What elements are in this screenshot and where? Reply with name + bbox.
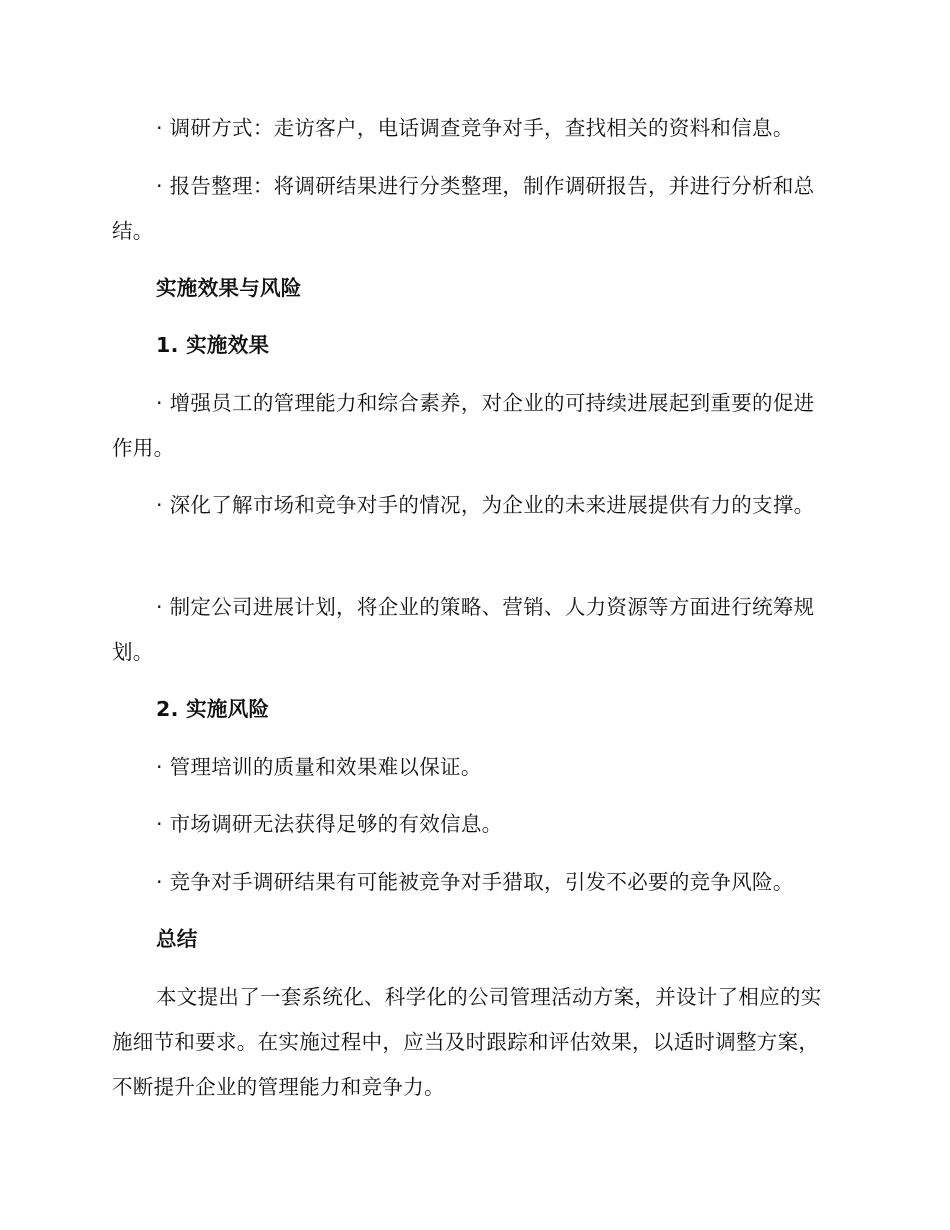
bullet-effect-1: · 增强员工的管理能力和综合素养，对企业的可持续进展起到重要的促进作用。 xyxy=(112,391,815,460)
subheading-effects: 1. 实施效果 xyxy=(156,333,270,357)
summary-paragraph: 本文提出了一套系统化、科学化的公司管理活动方案，并设计了相应的实施细节和要求。在实施过程中，应当及时跟踪和评估效果，以适时调整方案，不断提升企业的管理能力和竞争力。 xyxy=(112,985,822,1099)
bullet-effect-3: · 制定公司进展计划，将企业的策略、营销、人力资源等方面进行统筹规划。 xyxy=(112,595,815,664)
bullet-report-organize: · 报告整理：将调研结果进行分类整理，制作调研报告，并进行分析和总结。 xyxy=(112,174,815,243)
bullet-risk-1: · 管理培训的质量和效果难以保证。 xyxy=(156,755,482,779)
subheading-risks: 2. 实施风险 xyxy=(156,697,270,721)
section-heading-effects-risks: 实施效果与风险 xyxy=(156,276,302,300)
bullet-risk-3: · 竞争对手调研结果有可能被竞争对手猎取，引发不必要的竞争风险。 xyxy=(156,870,794,894)
section-heading-summary: 总结 xyxy=(156,927,198,951)
bullet-effect-2: · 深化了解市场和竞争对手的情况，为企业的未来进展提供有力的支撑。 xyxy=(156,493,815,517)
bullet-survey-method: · 调研方式：走访客户，电话调查竞争对手，查找相关的资料和信息。 xyxy=(156,116,794,140)
bullet-risk-2: · 市场调研无法获得足够的有效信息。 xyxy=(156,812,503,836)
